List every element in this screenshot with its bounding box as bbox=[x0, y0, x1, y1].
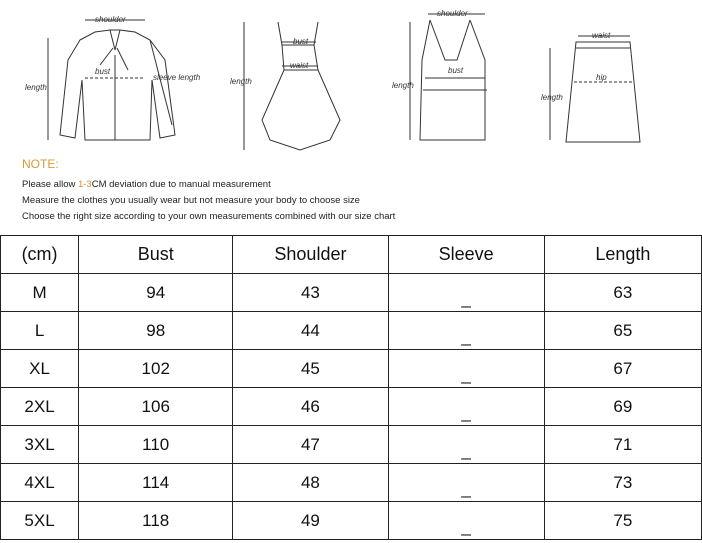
length-cell: 69 bbox=[544, 388, 701, 426]
table-row bbox=[1, 502, 702, 540]
garment-diagrams bbox=[0, 0, 702, 155]
dress-length-label: length bbox=[230, 77, 252, 86]
shoulder-cell: 49 bbox=[233, 502, 388, 540]
bust-cell: 98 bbox=[79, 312, 233, 350]
length-cell: 65 bbox=[544, 312, 701, 350]
size-cell: 3XL bbox=[1, 426, 79, 464]
top-shoulder-label: shoulder bbox=[437, 9, 468, 18]
bust-cell: 94 bbox=[79, 274, 233, 312]
shoulder-cell: 48 bbox=[233, 464, 388, 502]
skirt-hip-label: hip bbox=[596, 73, 607, 82]
header-unit: (cm) bbox=[1, 236, 79, 274]
table-row bbox=[1, 388, 702, 426]
header-bust: Bust bbox=[79, 236, 233, 274]
table-row bbox=[1, 312, 702, 350]
header-sleeve: Sleeve bbox=[388, 236, 544, 274]
length-cell: 71 bbox=[544, 426, 701, 464]
size-cell: XL bbox=[1, 350, 79, 388]
size-cell: 5XL bbox=[1, 502, 79, 540]
blouse-bust-label: bust bbox=[95, 67, 111, 76]
length-cell: 67 bbox=[544, 350, 701, 388]
header-length: Length bbox=[544, 236, 701, 274]
bust-cell: 106 bbox=[79, 388, 233, 426]
size-cell: 2XL bbox=[1, 388, 79, 426]
measurement-illustration bbox=[0, 0, 702, 235]
sleeve-cell: _ bbox=[388, 502, 544, 540]
blouse-shoulder-label: shoulder bbox=[95, 15, 126, 24]
note-line-choose: Choose the right size according to your own measurements combined with our size chart bbox=[22, 211, 396, 222]
shoulder-cell: 46 bbox=[233, 388, 388, 426]
size-cell: M bbox=[1, 274, 79, 312]
shoulder-cell: 44 bbox=[233, 312, 388, 350]
note-title: NOTE: bbox=[22, 157, 59, 171]
top-length-label: length bbox=[392, 81, 414, 90]
length-cell: 73 bbox=[544, 464, 701, 502]
dress-diagram bbox=[244, 22, 340, 150]
skirt-length-label: length bbox=[541, 93, 563, 102]
sleeve-cell: _ bbox=[388, 464, 544, 502]
bust-cell: 102 bbox=[79, 350, 233, 388]
note-block bbox=[22, 157, 395, 227]
sleeve-cell: _ bbox=[388, 426, 544, 464]
blouse-sleeve-label: sleeve length bbox=[153, 73, 201, 82]
top-bust-label: bust bbox=[448, 66, 464, 75]
sleeve-cell: _ bbox=[388, 388, 544, 426]
bust-cell: 118 bbox=[79, 502, 233, 540]
table-row bbox=[1, 274, 702, 312]
shoulder-cell: 43 bbox=[233, 274, 388, 312]
length-cell: 75 bbox=[544, 502, 701, 540]
table-row bbox=[1, 464, 702, 502]
size-cell: 4XL bbox=[1, 464, 79, 502]
sleeve-cell: _ bbox=[388, 350, 544, 388]
note-line-measure: Measure the clothes you usually wear but not measure your body to choose size bbox=[22, 195, 360, 206]
header-shoulder: Shoulder bbox=[233, 236, 388, 274]
shoulder-cell: 47 bbox=[233, 426, 388, 464]
sleeve-cell: _ bbox=[388, 312, 544, 350]
size-chart-table bbox=[0, 235, 702, 540]
sleeve-cell: _ bbox=[388, 274, 544, 312]
skirt-diagram bbox=[550, 36, 640, 142]
table-row bbox=[1, 426, 702, 464]
bust-cell: 114 bbox=[79, 464, 233, 502]
top-diagram bbox=[410, 14, 487, 140]
table-row bbox=[1, 350, 702, 388]
dress-waist-label: waist bbox=[290, 61, 309, 70]
blouse-length-label: length bbox=[25, 83, 47, 92]
header-row bbox=[1, 236, 702, 274]
dress-bust-label: bust bbox=[293, 37, 309, 46]
skirt-waist-label: waist bbox=[592, 31, 611, 40]
shoulder-cell: 45 bbox=[233, 350, 388, 388]
note-line-deviation: Please allow 1-3CM deviation due to manual measurement bbox=[22, 179, 271, 190]
bust-cell: 110 bbox=[79, 426, 233, 464]
size-cell: L bbox=[1, 312, 79, 350]
length-cell: 63 bbox=[544, 274, 701, 312]
